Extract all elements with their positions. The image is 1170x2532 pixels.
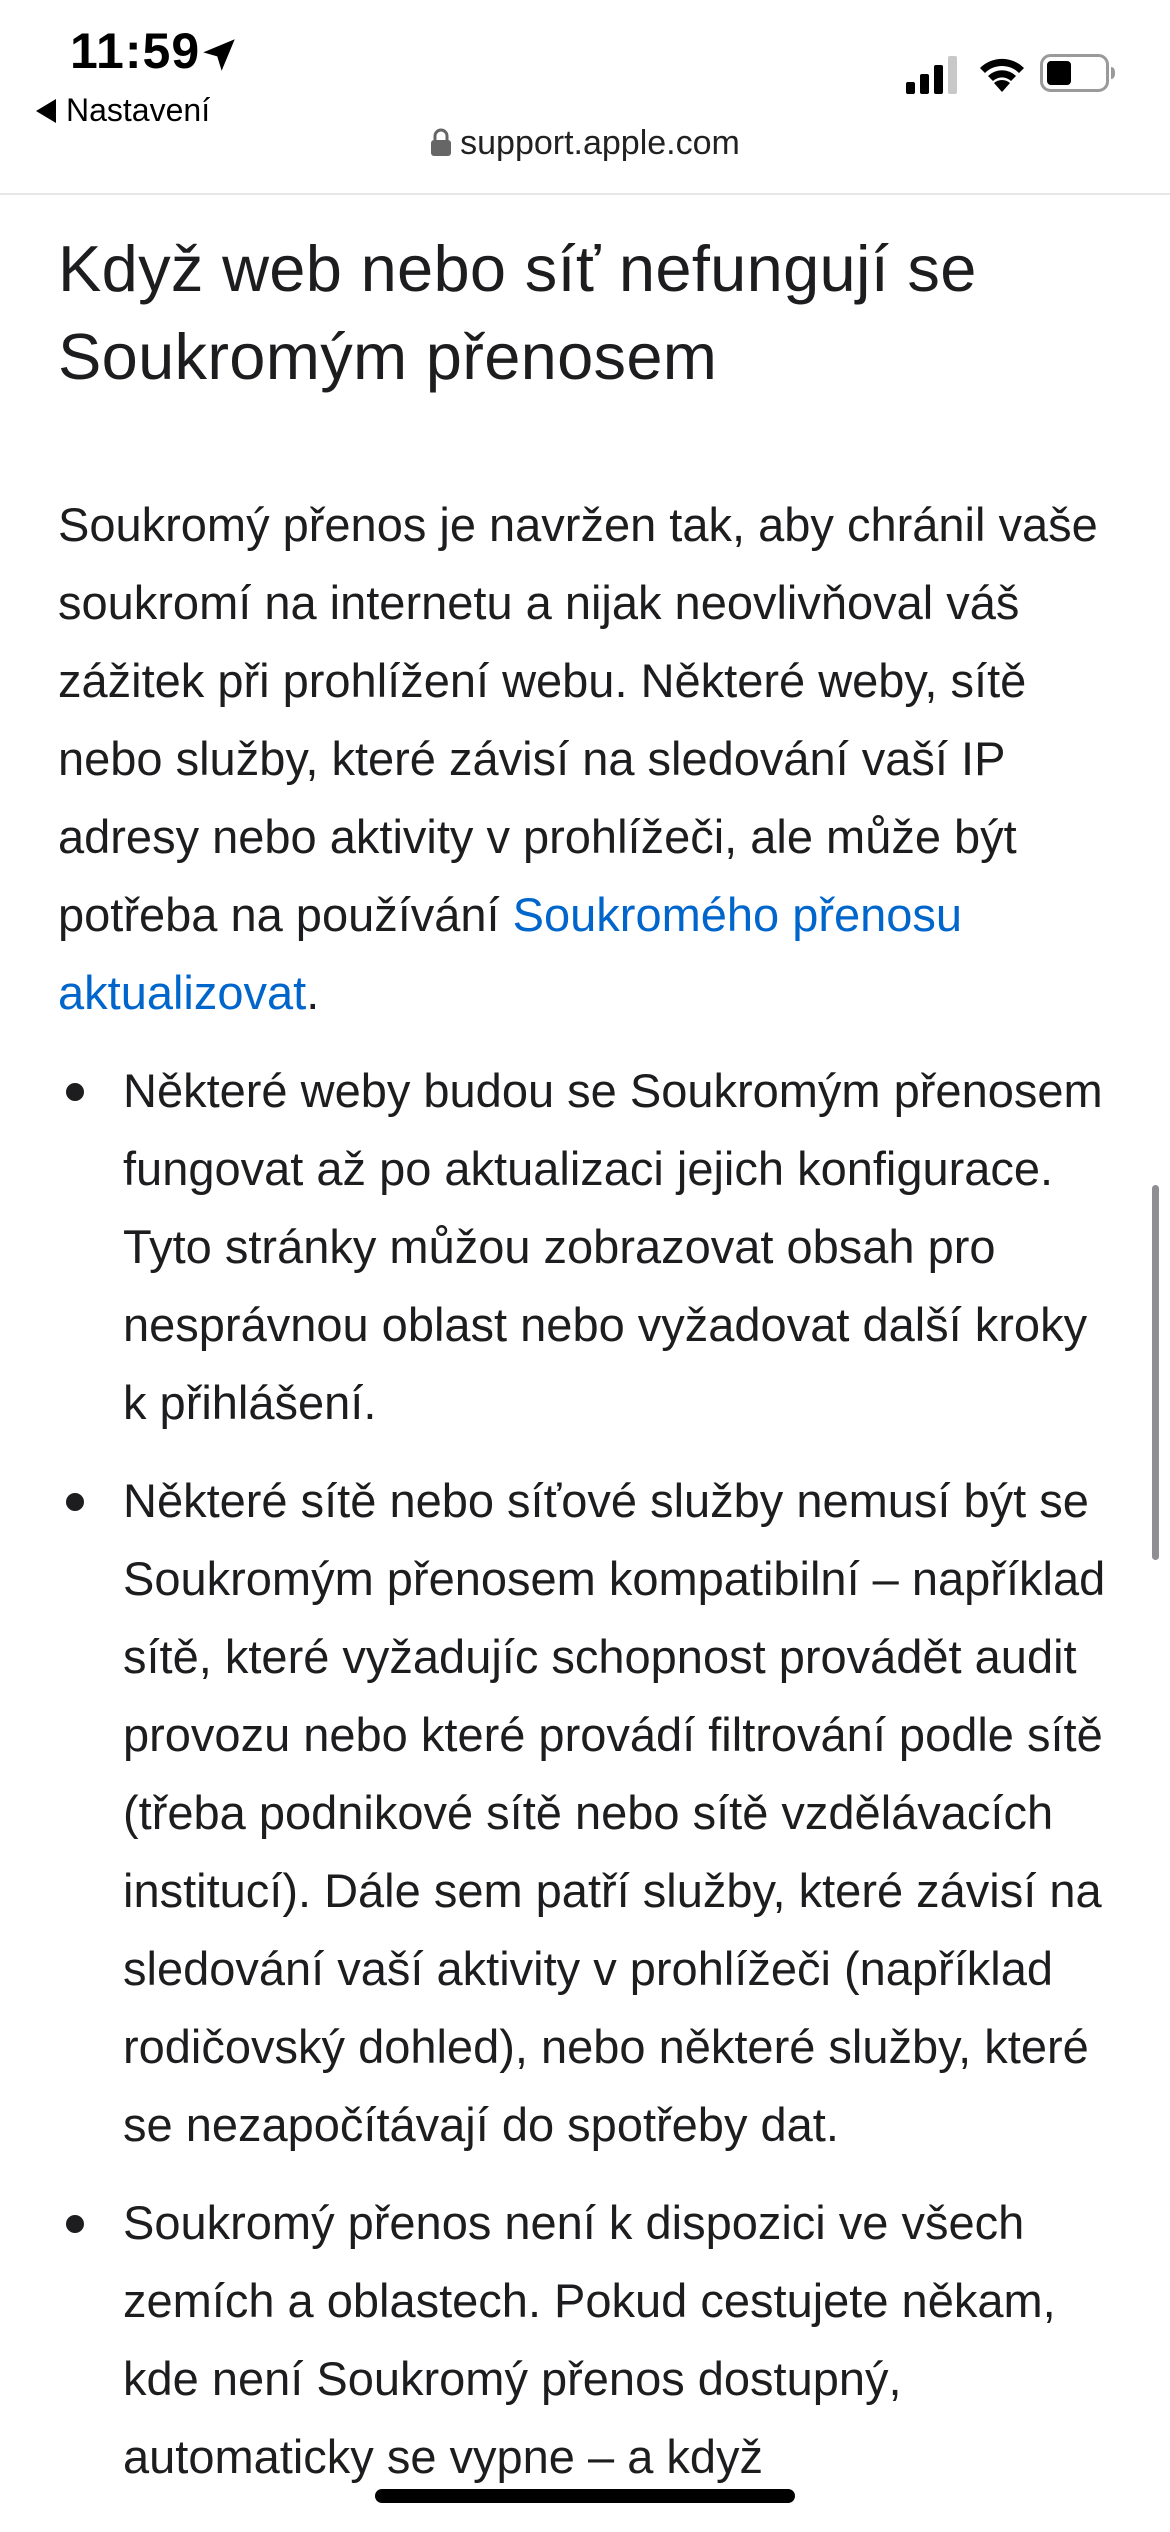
- bullet-icon: [66, 2215, 84, 2233]
- intro-text: Soukromý přenos je navržen tak, aby chránil vaše soukromí na internetu a nijak neovlivňoval váš zážitek při prohlížení webu. Některé weby, sítě nebo služby, které závisí na sledování vaší IP adresy nebo aktivity v prohlížeči, ale může být potřeba na používání: [58, 498, 1098, 941]
- article-content: [58, 215, 1118, 2516]
- list-item: [58, 1052, 1118, 1442]
- list-item-text: Některé weby budou se Soukromým přenosem fungovat až po aktualizaci jejich konfigurace. Tyto stránky můžou zobrazovat obsah pro nesprávnou oblast nebo vyžadovat další kroky k přihlášení.: [123, 1064, 1103, 1429]
- list-item: [58, 1462, 1118, 2164]
- list-item: [58, 2184, 1118, 2496]
- lock-icon: [430, 127, 452, 157]
- intro-paragraph: [58, 486, 1118, 1032]
- address-bar[interactable]: [0, 124, 1170, 163]
- bullet-icon: [66, 1493, 84, 1511]
- back-arrow-icon: [36, 99, 56, 123]
- list-item-text: Soukromý přenos není k dispozici ve všech zemích a oblastech. Pokud cestujete někam, kde není Soukromý přenos dostupný, automaticky se vypne – a když: [123, 2196, 1056, 2483]
- intro-end: .: [306, 966, 320, 1019]
- bullet-icon: [66, 1083, 84, 1101]
- scrollbar[interactable]: [1152, 1185, 1159, 1560]
- private-relay-update-link[interactable]: Soukromého přenosu aktualizovat: [58, 888, 963, 1019]
- bullet-list: [58, 1052, 1118, 2496]
- location-arrow-icon: [198, 34, 240, 76]
- battery-icon: [1040, 54, 1116, 92]
- list-item-text: Některé sítě nebo síťové služby nemusí být se Soukromým přenosem kompatibilní – například sítě, které vyžadujíc schopnost provádět audit provozu nebo které provádí filtrování podle sítě (třeba podnikové sítě nebo sítě vzdělávacích institucí). Dále sem patří služby, které závisí na sledování vaší aktivity v prohlížeči (například rodičovský dohled), nebo některé služby, které se nezapočítávají do spotřeby dat.: [123, 1474, 1106, 2151]
- cellular-signal-icon: [904, 56, 960, 94]
- back-label: Nastavení: [66, 92, 211, 128]
- status-bar: [0, 0, 1170, 195]
- wifi-icon: [976, 52, 1028, 94]
- article-heading: Když web nebo síť nefungují se Soukromým přenosem: [58, 232, 977, 393]
- url-text: support.apple.com: [460, 124, 740, 162]
- status-time: 11:59: [70, 23, 201, 79]
- home-indicator[interactable]: [375, 2489, 795, 2503]
